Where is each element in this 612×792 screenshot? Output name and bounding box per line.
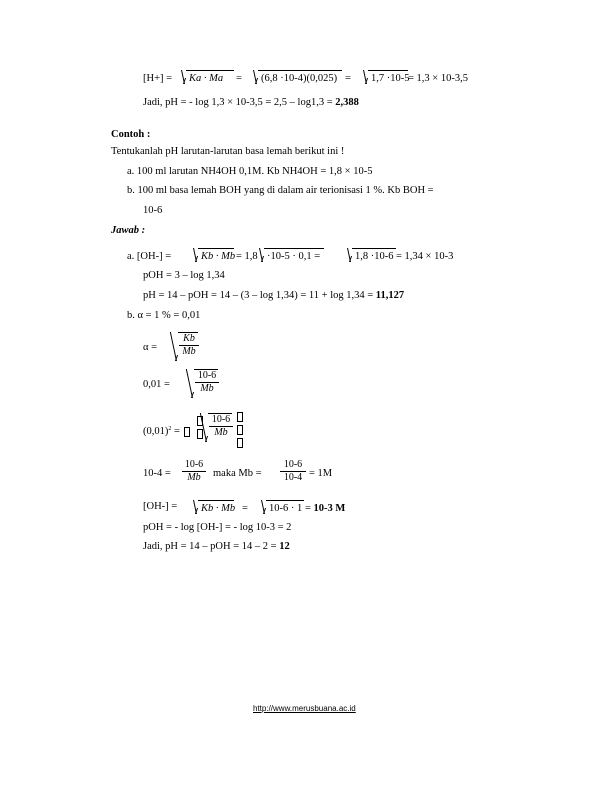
- sqrt-kb-result: 1,8 ·10-6: [344, 248, 396, 263]
- sq-lhs: $(0,01)^2$ =: [143, 425, 191, 440]
- equals-sign: =: [242, 503, 248, 514]
- sqrt-l001-fraction: $\frac{10-6}{Mb}$: [186, 369, 218, 399]
- contoh-item-a: a. 100 ml larutan NH4OH 0,1M. Kb NH4OH = 1,8 × 10-5: [127, 166, 373, 177]
- h-plus-result: = 1,3 × 10-3,5: [408, 73, 468, 84]
- equals-sign: =: [345, 73, 351, 84]
- oh-b-label: [OH-] =: [143, 501, 178, 512]
- contoh-item-b-cont: 10-6: [143, 205, 163, 216]
- jadi-line-1: Jadi, pH = - log 1,3 × 10-3,5 = 2,5 – log1,3 = 2,388: [143, 97, 359, 108]
- alpha-lhs: α =: [143, 342, 158, 353]
- mb-result: = 1M: [309, 468, 333, 479]
- h-plus-label: [H+] =: [143, 73, 173, 84]
- contoh-item-b: b. 100 ml basa lemah BOH yang di dalam air terionisasi 1 %. Kb BOH =: [127, 185, 434, 196]
- contoh-heading: Contoh :: [111, 129, 151, 140]
- sqrt-kb-mb-b: Kb · Mb: [190, 500, 234, 515]
- sqrt-result: 1,7 ·10-5: [360, 70, 408, 85]
- sqrt-kb-product: ·10-5 · 0,1 =: [256, 248, 324, 263]
- oh-a-result: = 1,34 × 10-3: [396, 251, 454, 262]
- oh-a-label: a. [OH-] =: [127, 251, 172, 262]
- poh-line-a: pOH = 3 – log 1,34: [143, 270, 225, 281]
- sqrt-ka-ma: Ka · Ma: [178, 70, 234, 85]
- alpha-line: b. α = 1 % = 0,01: [127, 310, 201, 321]
- l001-lhs: 0,01 =: [143, 379, 170, 390]
- bracket-right-icon: [236, 410, 244, 449]
- sqrt-10-6-1: 10-6 · 1: [258, 500, 304, 515]
- equals-sign: =: [236, 73, 242, 84]
- contoh-intro: Tentukanlah pH larutan-larutan basa lemah berikut ini !: [111, 146, 345, 157]
- l104-lhs: 10-4 =: [143, 468, 171, 479]
- fraction-10-6-mb: $\frac{10-6}{Mb}$: [182, 459, 206, 484]
- sqrt-sq-fraction: $\frac{10-6}{Mb}$: [200, 413, 232, 443]
- sqrt-kb-mb: Kb · Mb: [190, 248, 234, 263]
- sqrt-alpha-fraction: $\frac{Kb}{Mb}$: [170, 332, 198, 362]
- jawab-heading: Jawab :: [111, 225, 146, 236]
- ph-line-b: Jadi, pH = 14 – pOH = 14 – 2 = 12: [143, 541, 290, 552]
- sqrt-product: (6,8 ·10-4)(0,025): [250, 70, 342, 85]
- oh-a-mid: = 1,8: [236, 251, 258, 262]
- maka-label: maka Mb =: [213, 468, 262, 479]
- poh-line-b: pOH = - log [OH-] = - log 10-3 = 2: [143, 522, 292, 533]
- ph-line-a: pH = 14 – pOH = 14 – (3 – log 1,34) = 11 + log 1,34 = 11,127: [143, 290, 405, 301]
- fraction-mb: $\frac{10-6}{10-4}$: [280, 459, 306, 484]
- footer-link[interactable]: http://www.merusbuana.ac.id: [253, 704, 356, 713]
- oh-b-result: = 10-3 M: [305, 503, 346, 514]
